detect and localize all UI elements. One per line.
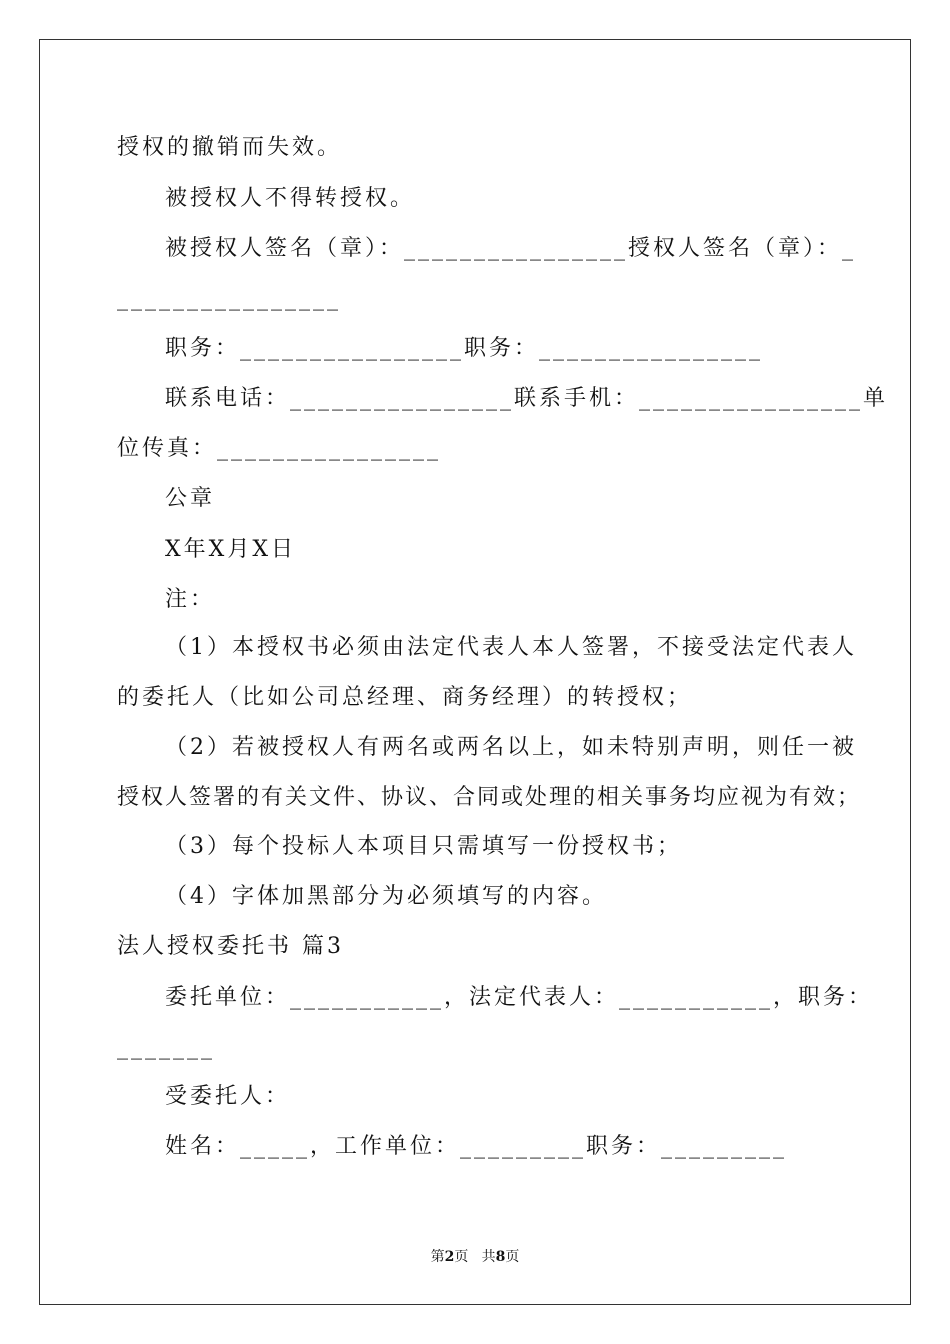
footer-suffix: 页 (505, 1249, 520, 1265)
page-footer (0, 1248, 950, 1266)
text-line: 姓名：_____，工作单位：_________职务：_________ (165, 1134, 788, 1159)
footer-prefix: 第 (430, 1249, 445, 1265)
text-line: X年X月X日 (165, 537, 296, 562)
text-line: 授权的撤销而失效。 (117, 135, 343, 160)
page-border (39, 39, 911, 1305)
text-line: 被授权人不得转授权。 (165, 186, 416, 211)
page-number: 2 (444, 1249, 455, 1265)
text-line: 职务：________________职务：________________ (165, 336, 764, 361)
text-line: 联系电话：________________联系手机：________________单 (165, 386, 889, 411)
text-line: （3）每个投标人本项目只需填写一份授权书； (165, 834, 682, 859)
text-line: 位传真：________________ (117, 436, 442, 461)
footer-mid: 页 共 (454, 1249, 496, 1265)
text-line: 的委托人（比如公司总经理、商务经理）的转授权； (117, 685, 693, 710)
text-line: 授权人签署的有关文件、协议、合同或处理的相关事务均应视为有效； (117, 785, 862, 810)
text-line: _______ (117, 1035, 215, 1060)
total-pages: 8 (495, 1249, 506, 1265)
text-line: 公章 (165, 486, 216, 511)
text-line: （1）本授权书必须由法定代表人本人签署，不接受法定代表人 (165, 635, 857, 660)
text-line: 受委托人： (165, 1084, 291, 1109)
text-line: 委托单位：___________，法定代表人：___________，职务： (165, 985, 874, 1010)
text-line: ________________ (117, 286, 341, 311)
text-line: （4）字体加黑部分为必须填写的内容。 (165, 884, 607, 909)
section-heading: 法人授权委托书 篇3 (117, 934, 344, 959)
text-line: 被授权人签名（章）：________________授权人签名（章）：_ (165, 236, 857, 261)
text-line: 注： (165, 587, 216, 612)
text-line: （2）若被授权人有两名或两名以上，如未特别声明，则任一被 (165, 735, 857, 760)
